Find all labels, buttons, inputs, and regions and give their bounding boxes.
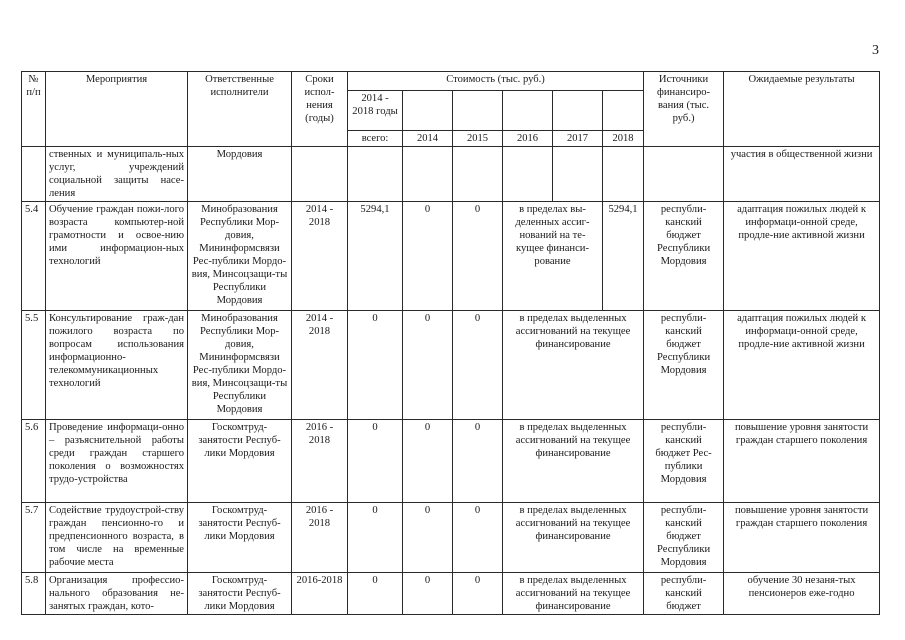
row-y2015: 0	[453, 420, 503, 503]
header-terms: Сроки испол-нения (годы)	[292, 72, 348, 147]
row-y2014: 0	[403, 503, 453, 573]
row-num: 5.8	[22, 573, 46, 615]
header-year-blank	[403, 91, 453, 131]
row-y2015: 0	[453, 202, 503, 311]
row-responsible: Минобразования Республики Мор-довия, Мининформсвязи Рес-публики Мордо-вия, Минсоцзащи-ты Республики Мордовия	[188, 202, 292, 311]
header-year-2014: 2014	[403, 131, 453, 147]
row-responsible: Мордовия	[188, 147, 292, 202]
row-sources: республи-канский бюджет Республики Мордовия	[644, 311, 724, 420]
row-y2016-2017: в пределах вы-деленных ассиг-нований на те-кущее финанси-рование	[503, 202, 603, 311]
header-year-blank	[453, 91, 503, 131]
row-results: обучение 30 незаня-тых пенсионеров еже-годно	[724, 573, 880, 615]
table-row	[22, 420, 880, 503]
table-row	[22, 503, 880, 573]
header-cost: Стоимость (тыс. руб.)	[348, 72, 644, 91]
row-y2015: 0	[453, 503, 503, 573]
row-y2018: 5294,1	[603, 202, 644, 311]
row-activity: Содействие трудоустрой-ству граждан пенсионно-го и предпенсионного возраста, в том числе на временные рабочие места	[46, 503, 188, 573]
header-activity: Мероприятия	[46, 72, 188, 147]
header-sources: Источники финансиро-вания (тыс. руб.)	[644, 72, 724, 147]
row-y2014: 0	[403, 420, 453, 503]
header-results: Ожидаемые результаты	[724, 72, 880, 147]
row-y2016-2018: в пределах выделенных ассигнований на текущее финансирование	[503, 573, 644, 615]
row-num: 5.4	[22, 202, 46, 311]
row-results: адаптация пожилых людей к информаци-онной среде, продле-ние активной жизни	[724, 202, 880, 311]
row-y2015	[453, 147, 503, 202]
row-total: 0	[348, 573, 403, 615]
row-y2017	[553, 147, 603, 202]
row-sources: республи-канский бюджет Республики Мордовия	[644, 503, 724, 573]
header-cost-total-label: всего:	[348, 131, 403, 147]
row-responsible: Госкомтруд-занятости Респуб-лики Мордовия	[188, 420, 292, 503]
row-y2018	[603, 147, 644, 202]
table-row	[22, 311, 880, 420]
row-responsible: Госкомтруд-занятости Респуб-лики Мордовия	[188, 573, 292, 615]
row-y2016-2018: в пределах выделенных ассигнований на текущее финансирование	[503, 420, 644, 503]
header-responsible: Ответственные исполнители	[188, 72, 292, 147]
table-row	[22, 573, 880, 615]
row-terms: 2014 - 2018	[292, 311, 348, 420]
row-num: 5.6	[22, 420, 46, 503]
row-responsible: Госкомтруд-занятости Респуб-лики Мордовия	[188, 503, 292, 573]
row-y2014: 0	[403, 202, 453, 311]
row-results: повышение уровня занятости граждан старшего поколения	[724, 503, 880, 573]
row-terms: 2016-2018	[292, 573, 348, 615]
header-year-blank	[553, 91, 603, 131]
row-sources	[644, 147, 724, 202]
header-num: № п/п	[22, 72, 46, 147]
row-sources: республи-канский бюджет Республики Мордовия	[644, 202, 724, 311]
row-total: 0	[348, 503, 403, 573]
row-terms: 2014 - 2018	[292, 202, 348, 311]
row-num	[22, 147, 46, 202]
row-results: участия в общественной жизни	[724, 147, 880, 202]
row-activity: Консультирование граж-дан пожилого возраста по вопросам использования информационно-телекоммуникационных технологий	[46, 311, 188, 420]
row-activity: Проведение информаци-онно – разъяснительной работы среди граждан старшего поколения о возможностях трудо-устройства	[46, 420, 188, 503]
row-total: 0	[348, 420, 403, 503]
row-activity: Обучение граждан пожи-лого возраста компьютер-ной грамотности и освое-нию ими информацион-ных технологий	[46, 202, 188, 311]
row-y2015: 0	[453, 573, 503, 615]
header-year-2015: 2015	[453, 131, 503, 147]
header-year-blank	[503, 91, 553, 131]
page-number: 3	[872, 43, 879, 58]
header-cost-period: 2014 - 2018 годы	[348, 91, 403, 131]
row-sources: республи-канский бюджет	[644, 573, 724, 615]
row-sources: республи-канский бюджет Рес-публики Мордовия	[644, 420, 724, 503]
row-num: 5.7	[22, 503, 46, 573]
row-y2015: 0	[453, 311, 503, 420]
row-y2016-2018: в пределах выделенных ассигнований на текущее финансирование	[503, 503, 644, 573]
header-year-2016: 2016	[503, 131, 553, 147]
header-year-2018: 2018	[603, 131, 644, 147]
row-activity: ственных и муниципаль-ных услуг, учреждений социальной защиты насе-ления	[46, 147, 188, 202]
row-total: 5294,1	[348, 202, 403, 311]
table-row	[22, 147, 880, 202]
row-terms: 2016 - 2018	[292, 420, 348, 503]
row-total: 0	[348, 311, 403, 420]
row-terms: 2016 - 2018	[292, 503, 348, 573]
row-y2014	[403, 147, 453, 202]
row-results: повышение уровня занятости граждан старшего поколения	[724, 420, 880, 503]
table-row	[22, 202, 880, 311]
row-y2014: 0	[403, 573, 453, 615]
header-year-2017: 2017	[553, 131, 603, 147]
row-y2016-2018: в пределах выделенных ассигнований на текущее финансирование	[503, 311, 644, 420]
header-year-blank	[603, 91, 644, 131]
row-activity: Организация профессио-нального образования не-занятых граждан, кото-	[46, 573, 188, 615]
row-y2014: 0	[403, 311, 453, 420]
row-num: 5.5	[22, 311, 46, 420]
row-results: адаптация пожилых людей к информаци-онной среде, продле-ние активной жизни	[724, 311, 880, 420]
row-total	[348, 147, 403, 202]
measures-table	[21, 71, 880, 615]
row-y2016	[503, 147, 553, 202]
row-terms	[292, 147, 348, 202]
row-responsible: Минобразования Республики Мор-довия, Мининформсвязи Рес-публики Мордо-вия, Минсоцзащи-ты Республики Мордовия	[188, 311, 292, 420]
